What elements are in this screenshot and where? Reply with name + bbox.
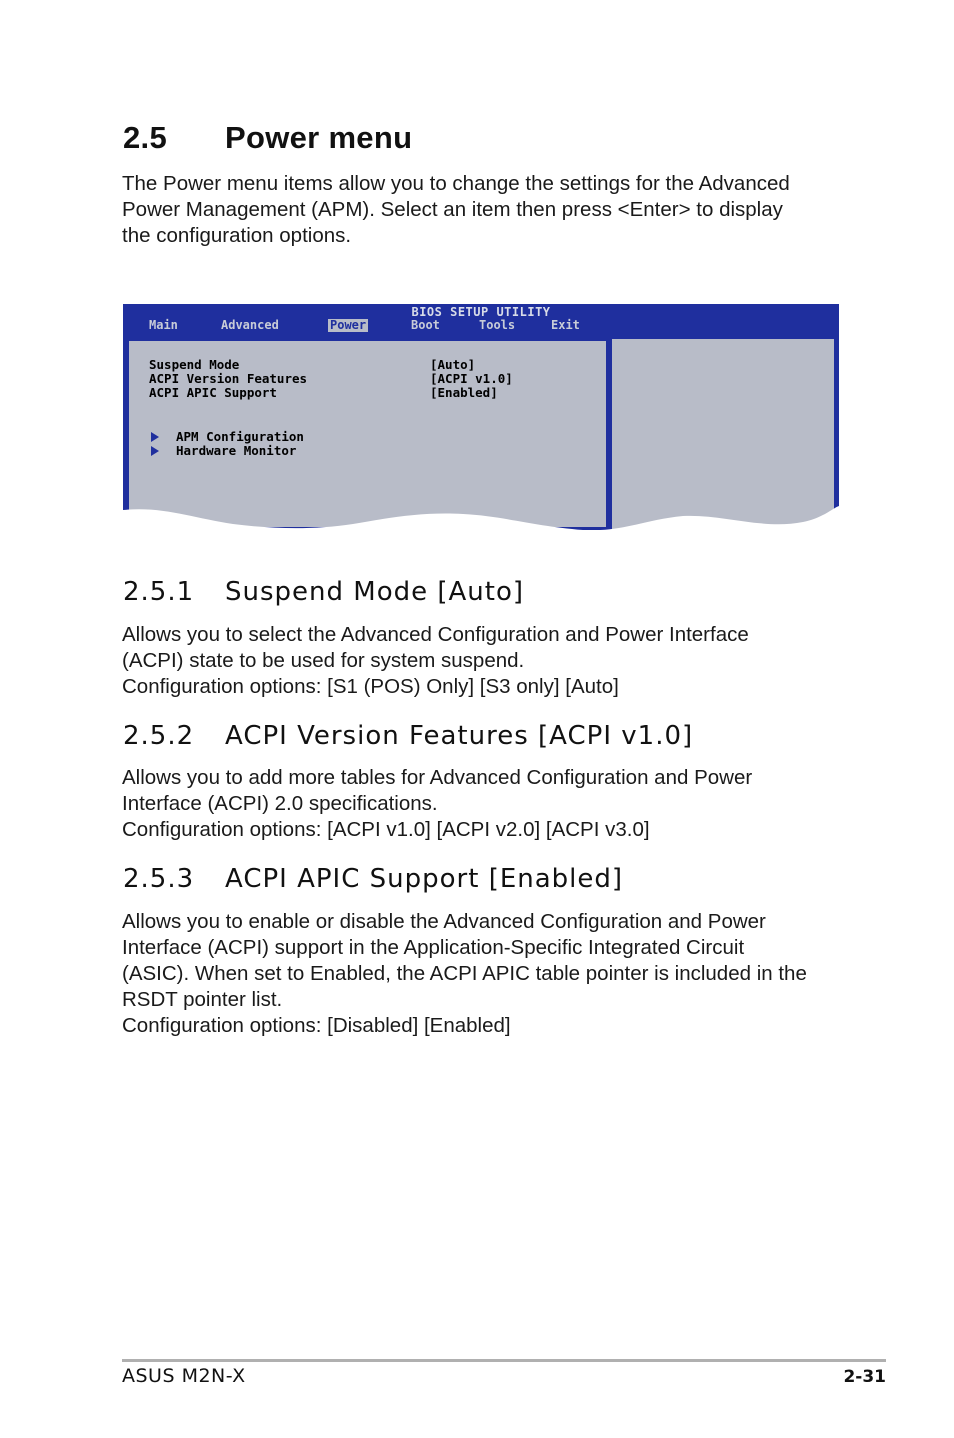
- setting-label-acpi-apic[interactable]: ACPI APIC Support: [149, 385, 277, 400]
- setting-value-acpi-apic[interactable]: [Enabled]: [430, 385, 498, 400]
- body-line: Interface (ACPI) support in the Application-Specific Integrated Circuit: [122, 936, 745, 959]
- subsection-title-text: ACPI Version Features [ACPI v1.0]: [225, 721, 694, 751]
- bios-title: BIOS SETUP UTILITY: [411, 305, 551, 319]
- body-line: Interface (ACPI) 2.0 specifications.: [122, 792, 438, 815]
- tab-boot[interactable]: Boot: [411, 318, 440, 332]
- body-line: Allows you to select the Advanced Configuration and Power Interface: [122, 623, 749, 646]
- subsection-body-2-5-2: [122, 765, 842, 843]
- body-line: (ACPI) state to be used for system suspend.: [122, 649, 525, 672]
- tab-tools[interactable]: Tools: [479, 318, 516, 332]
- intro-line: the configuration options.: [122, 224, 352, 247]
- submenu-arrow-icon: [151, 432, 159, 442]
- setting-value-acpi-version[interactable]: [ACPI v1.0]: [430, 371, 513, 386]
- intro-line: The Power menu items allow you to change the settings for the Advanced: [122, 172, 790, 195]
- subsection-title-2-5-3: [123, 864, 623, 894]
- footer-divider: [122, 1359, 886, 1362]
- bios-settings-panel: [127, 339, 608, 529]
- tab-power[interactable]: Power: [330, 318, 367, 332]
- subsection-number: 2.5.1: [123, 577, 195, 607]
- subsection-title-2-5-2: [123, 721, 693, 751]
- submenu-arrow-icon: [151, 446, 159, 456]
- setting-label-acpi-version[interactable]: ACPI Version Features: [149, 371, 308, 386]
- body-line: Allows you to add more tables for Advanced Configuration and Power: [122, 766, 753, 789]
- submenu-hardware-monitor[interactable]: Hardware Monitor: [176, 443, 297, 458]
- section-title-text: Power menu: [225, 120, 413, 155]
- setting-value-suspend-mode[interactable]: [Auto]: [430, 357, 476, 372]
- footer-product-name: ASUS M2N-X: [122, 1365, 246, 1387]
- body-line: Configuration options: [Disabled] [Enabled]: [122, 1014, 511, 1037]
- tab-main[interactable]: Main: [149, 318, 178, 332]
- intro-line: Power Management (APM). Select an item then press <Enter> to display: [122, 198, 783, 221]
- subsection-body-2-5-1: [122, 622, 842, 700]
- subsection-title-2-5-1: [123, 577, 524, 607]
- bios-help-panel: [612, 339, 834, 529]
- section-title: [123, 120, 412, 156]
- subsection-body-2-5-3: [122, 909, 842, 1039]
- bios-tab-bar: [123, 319, 839, 333]
- setting-label-suspend-mode[interactable]: Suspend Mode: [149, 357, 240, 372]
- body-line: Configuration options: [S1 (POS) Only] [S3 only] [Auto]: [122, 675, 619, 698]
- section-number: 2.5: [123, 120, 167, 155]
- body-line: RSDT pointer list.: [122, 988, 283, 1011]
- body-line: Allows you to enable or disable the Advanced Configuration and Power: [122, 910, 766, 933]
- subsection-number: 2.5.3: [123, 864, 195, 894]
- body-line: Configuration options: [ACPI v1.0] [ACPI v2.0] [ACPI v3.0]: [122, 818, 650, 841]
- tab-exit[interactable]: Exit: [551, 318, 580, 332]
- tab-advanced[interactable]: Advanced: [221, 318, 279, 332]
- torn-edge: [123, 502, 839, 530]
- intro-paragraph: [122, 171, 842, 249]
- subsection-number: 2.5.2: [123, 721, 195, 751]
- footer-page-number: 2-31: [843, 1367, 886, 1387]
- submenu-apm-configuration[interactable]: APM Configuration: [176, 429, 304, 444]
- subsection-title-text: ACPI APIC Support [Enabled]: [225, 864, 624, 894]
- body-line: (ASIC). When set to Enabled, the ACPI APIC table pointer is included in the: [122, 962, 807, 985]
- subsection-title-text: Suspend Mode [Auto]: [225, 577, 525, 607]
- bios-screenshot: [123, 304, 839, 530]
